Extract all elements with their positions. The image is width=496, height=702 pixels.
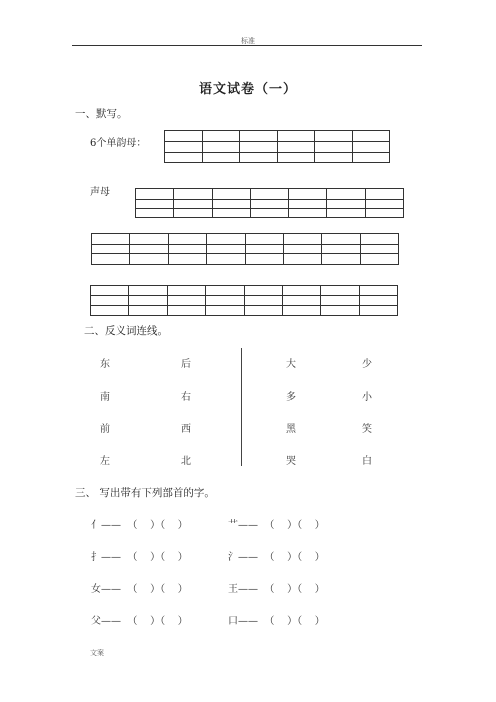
antonym-right-b[interactable]: 白 — [362, 456, 372, 467]
antonym-left-a[interactable]: 东 — [100, 359, 110, 370]
antonym-left-a[interactable]: 南 — [100, 392, 110, 403]
radical-prompt[interactable]: 氵—— （ ）（ ） — [228, 552, 325, 563]
radical-prompt[interactable]: 口—— （ ）（ ） — [228, 616, 325, 627]
antonym-left-a[interactable]: 前 — [100, 424, 110, 435]
consonant-writing-grid-3[interactable] — [90, 285, 398, 316]
antonym-right-a[interactable]: 黑 — [286, 424, 296, 435]
vowels-label: 6个单韵母： — [90, 138, 147, 149]
vowel-writing-grid[interactable] — [164, 130, 390, 163]
antonym-right-a[interactable]: 多 — [286, 392, 296, 403]
antonym-left-b[interactable]: 西 — [181, 424, 191, 435]
consonant-writing-grid-1[interactable] — [135, 188, 404, 218]
consonant-writing-grid-2[interactable] — [91, 233, 399, 265]
antonym-right-b[interactable]: 小 — [362, 392, 372, 403]
consonants-label: 声母 — [90, 187, 110, 198]
antonym-right-b[interactable]: 少 — [362, 359, 372, 370]
page-footer: 文案 — [90, 649, 104, 657]
section3-heading: 三、 写出带有下列部首的字。 — [75, 487, 215, 499]
page-header: 标准 — [241, 37, 255, 45]
antonym-left-a[interactable]: 左 — [100, 456, 110, 467]
antonym-right-a[interactable]: 哭 — [286, 456, 296, 467]
antonym-right-a[interactable]: 大 — [286, 359, 296, 370]
section1-heading: 一、默写。 — [75, 108, 128, 120]
page-title: 语文试卷（一） — [198, 82, 297, 97]
radical-prompt[interactable]: 艹—— （ ）（ ） — [228, 520, 325, 531]
antonym-left-b[interactable]: 后 — [181, 359, 191, 370]
antonym-right-b[interactable]: 笑 — [362, 424, 372, 435]
header-divider — [72, 45, 422, 46]
radical-prompt[interactable]: 父—— （ ）（ ） — [91, 616, 188, 627]
radical-prompt[interactable]: 扌—— （ ）（ ） — [91, 552, 188, 563]
antonym-left-b[interactable]: 右 — [181, 392, 191, 403]
radical-prompt[interactable]: 亻—— （ ）（ ） — [91, 520, 188, 531]
radical-prompt[interactable]: 王—— （ ）（ ） — [228, 584, 325, 595]
column-divider — [241, 348, 242, 466]
antonym-left-b[interactable]: 北 — [181, 456, 191, 467]
section2-heading: 二、反义词连线。 — [84, 325, 168, 337]
radical-prompt[interactable]: 女—— （ ）（ ） — [91, 584, 188, 595]
